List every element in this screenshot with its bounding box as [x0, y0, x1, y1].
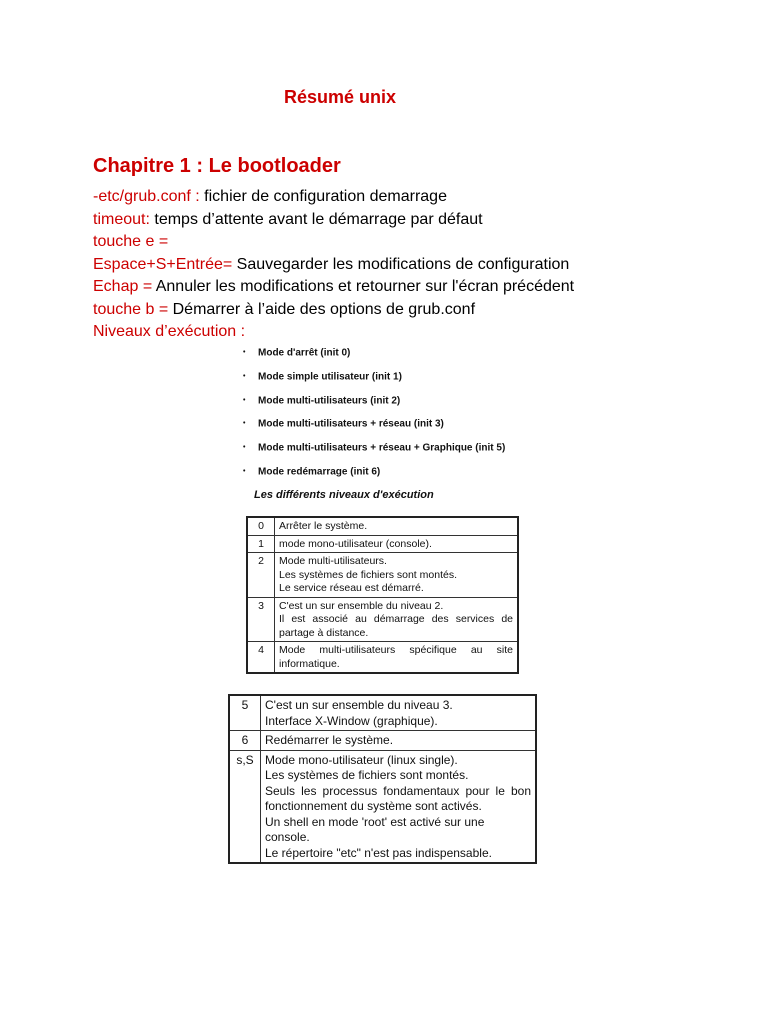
mode-label: Mode d'arrêt (init 0) [258, 347, 351, 359]
table-row [247, 517, 518, 535]
bootloader-notes [93, 186, 753, 344]
description-line: Les systèmes de fichiers sont montés. [279, 568, 457, 581]
mode-label: Mode multi-utilisateurs + réseau + Graphique (init 5) [258, 442, 506, 454]
note-desc: Annuler les modifications et retourner sur l'écran précédent [152, 278, 575, 295]
mode-label: Mode simple utilisateur (init 1) [258, 371, 402, 383]
level-cell: 2 [247, 553, 275, 598]
note-key: touche b = [93, 300, 169, 318]
note-line [93, 186, 753, 209]
note-key: Espace+S+Entrée= [93, 255, 233, 273]
note-line [93, 254, 753, 277]
description-cell [261, 750, 537, 863]
description-line: Il est associé au démarrage des services de partage à distance. [279, 613, 513, 639]
mode-label: Mode redémarrage (init 6) [258, 466, 381, 478]
description-line: Un shell en mode 'root' est activé sur une console. [265, 814, 485, 844]
table-row [247, 553, 518, 598]
description-cell [275, 535, 519, 553]
description-line: mode mono-utilisateur (console). [279, 537, 432, 550]
table-row [229, 731, 536, 751]
description-line: Redémarrer le système. [265, 733, 394, 747]
level-cell: 4 [247, 642, 275, 674]
run-levels-table-2 [228, 694, 537, 864]
note-key: Niveaux d’exécution : [93, 323, 246, 340]
description-line: Le service réseau est démarré. [279, 582, 424, 594]
bullet-icon: • [243, 349, 246, 356]
bullet-icon: • [243, 420, 246, 428]
level-cell: 0 [247, 517, 275, 535]
level-cell: 1 [247, 535, 275, 553]
level-cell: s,S [229, 750, 261, 863]
description-cell [275, 597, 519, 642]
level-cell: 5 [229, 695, 261, 731]
note-desc: Sauvegarder les modifications de configuration [232, 255, 570, 273]
description-cell [275, 517, 519, 535]
level-cell: 3 [247, 597, 275, 642]
list-item [243, 344, 505, 368]
note-line [93, 231, 753, 254]
run-level-modes-list [243, 344, 505, 487]
note-line [93, 299, 753, 322]
mode-label: Mode multi-utilisateurs + réseau (init 3) [258, 419, 444, 431]
note-desc: temps d’attente avant le démarrage par défaut [149, 210, 483, 228]
list-item [243, 368, 505, 392]
document-title: Résumé unix [284, 87, 397, 107]
note-desc: Démarrer à l’aide des options de grub.conf [168, 300, 476, 318]
list-item [243, 392, 505, 416]
bullet-icon: • [243, 396, 246, 404]
list-item [243, 415, 505, 439]
note-key: timeout: [93, 210, 150, 228]
level-cell: 6 [229, 731, 261, 751]
description-line: Seuls les processus fondamentaux pour le bon fonctionnement du système sont activés. [265, 783, 531, 813]
note-key: -etc/grub.conf : [93, 188, 200, 205]
chapter-title: Chapitre 1 : Le bootloader [93, 155, 341, 177]
description-cell [275, 642, 519, 674]
note-line [93, 209, 753, 232]
table-row [247, 597, 518, 642]
description-line: Mode multi-utilisateurs spécifique au site informatique. [279, 644, 513, 670]
description-line: Le répertoire "etc" n'est pas indispensable. [265, 845, 492, 860]
note-key: Echap = [93, 278, 153, 295]
description-line: Les systèmes de fichiers sont montés. [265, 768, 469, 782]
description-cell [275, 553, 519, 598]
table-row [247, 642, 518, 674]
mode-label: Mode multi-utilisateurs (init 2) [258, 395, 401, 407]
list-item [243, 439, 505, 463]
description-line: Interface X-Window (graphique). [265, 713, 438, 728]
note-line [93, 321, 753, 344]
bullet-icon: • [243, 467, 246, 475]
description-cell [261, 731, 537, 751]
description-line: C'est un sur ensemble du niveau 3. [265, 698, 453, 712]
description-line: C'est un sur ensemble du niveau 2. [279, 599, 444, 612]
table-row [247, 535, 518, 553]
description-line: Mode multi-utilisateurs. [279, 555, 387, 567]
table-caption: Les différents niveaux d'exécution [254, 489, 434, 501]
note-key: touche e = [93, 233, 169, 250]
run-levels-table-1 [246, 516, 519, 674]
list-item [243, 463, 505, 487]
note-line [93, 276, 753, 299]
table-row [229, 750, 536, 863]
bullet-icon: • [243, 444, 246, 452]
bullet-icon: • [243, 372, 246, 380]
description-line: Arrêter le système. [279, 520, 368, 532]
description-cell [261, 695, 537, 731]
description-line: Mode mono-utilisateur (linux single). [265, 752, 458, 767]
note-desc: fichier de configuration demarrage [199, 188, 447, 205]
table-row [229, 695, 536, 731]
